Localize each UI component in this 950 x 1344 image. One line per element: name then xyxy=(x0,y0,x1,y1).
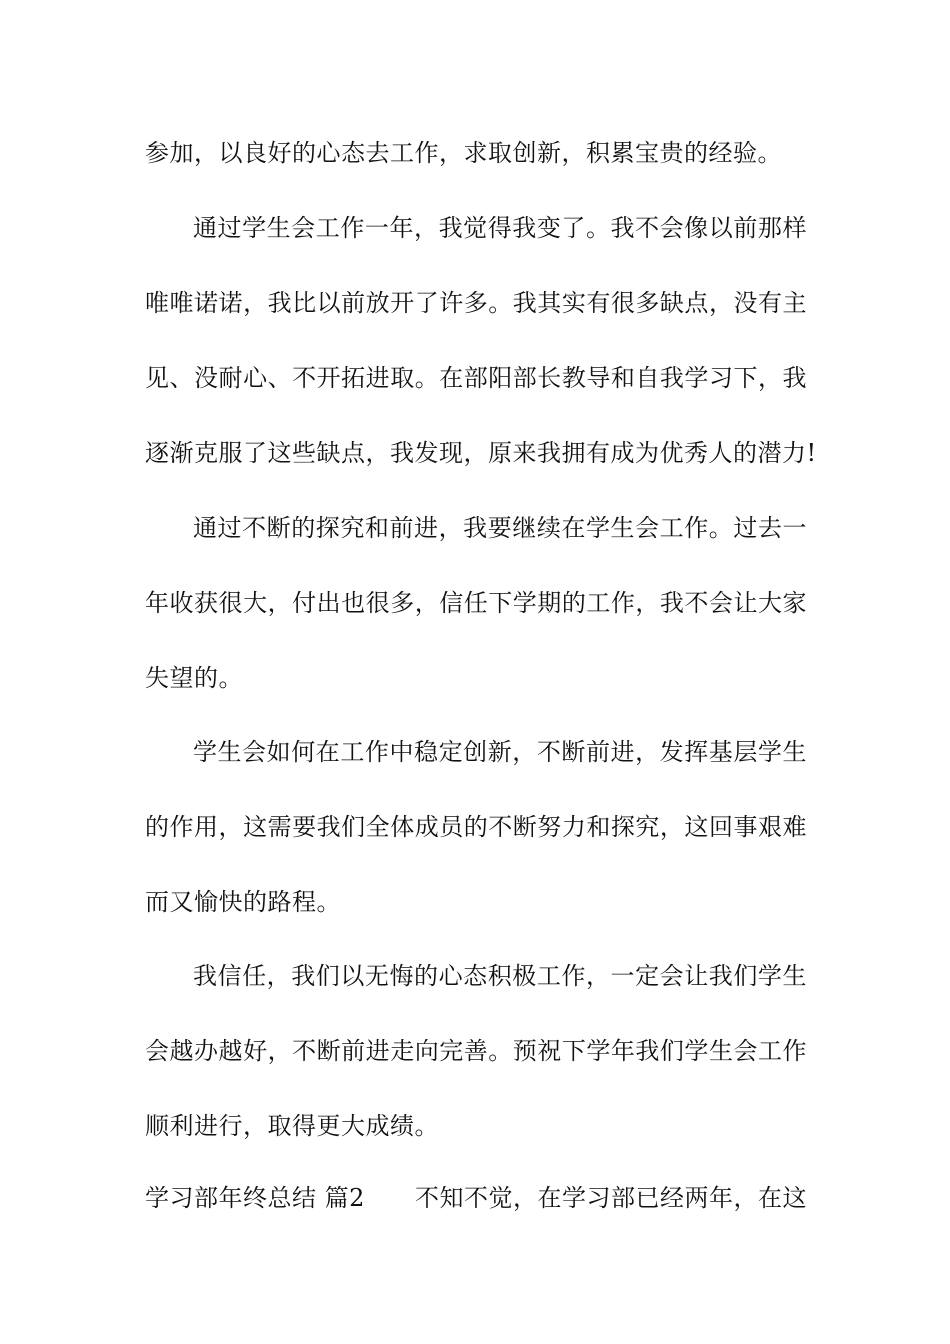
text-line: 年收获很大，付出也很多，信任下学期的工作，我不会让大家 xyxy=(145,589,807,617)
text-line: 而又愉快的路程。 xyxy=(145,888,341,916)
text-line: 通过学生会工作一年，我觉得我变了。我不会像以前那样 xyxy=(193,214,807,242)
text-line: 顺利进行，取得更大成绩。 xyxy=(145,1112,439,1140)
text-line: 学生会如何在工作中稳定创新，不断前进，发挥基层学生 xyxy=(193,738,807,766)
text-line: 见、没耐心、不开拓进取。在部阳部长教导和自我学习下，我 xyxy=(145,364,807,392)
text-line: 唯唯诺诺，我比以前放开了许多。我其实有很多缺点，没有主 xyxy=(145,289,807,317)
text-line: 不知不觉，在学习部已经两年，在这 xyxy=(415,1184,807,1212)
section-heading: 学习部年终总结 篇2 xyxy=(145,1184,365,1212)
text-line: 逐渐克服了这些缺点，我发现，原来我拥有成为优秀人的潜力! xyxy=(145,439,817,467)
text-line: 的作用，这需要我们全体成员的不断努力和探究，这回事艰难 xyxy=(145,813,807,841)
text-line: 失望的。 xyxy=(145,664,243,692)
text-line: 会越办越好，不断前进走向完善。预祝下学年我们学生会工作 xyxy=(145,1037,807,1065)
text-line: 我信任，我们以无悔的心态积极工作，一定会让我们学生 xyxy=(193,962,807,990)
text-line: 参加，以良好的心态去工作，求取创新，积累宝贵的经验。 xyxy=(145,139,782,167)
text-line: 通过不断的探究和前进，我要继续在学生会工作。过去一 xyxy=(193,514,807,542)
section-row xyxy=(145,1183,807,1213)
